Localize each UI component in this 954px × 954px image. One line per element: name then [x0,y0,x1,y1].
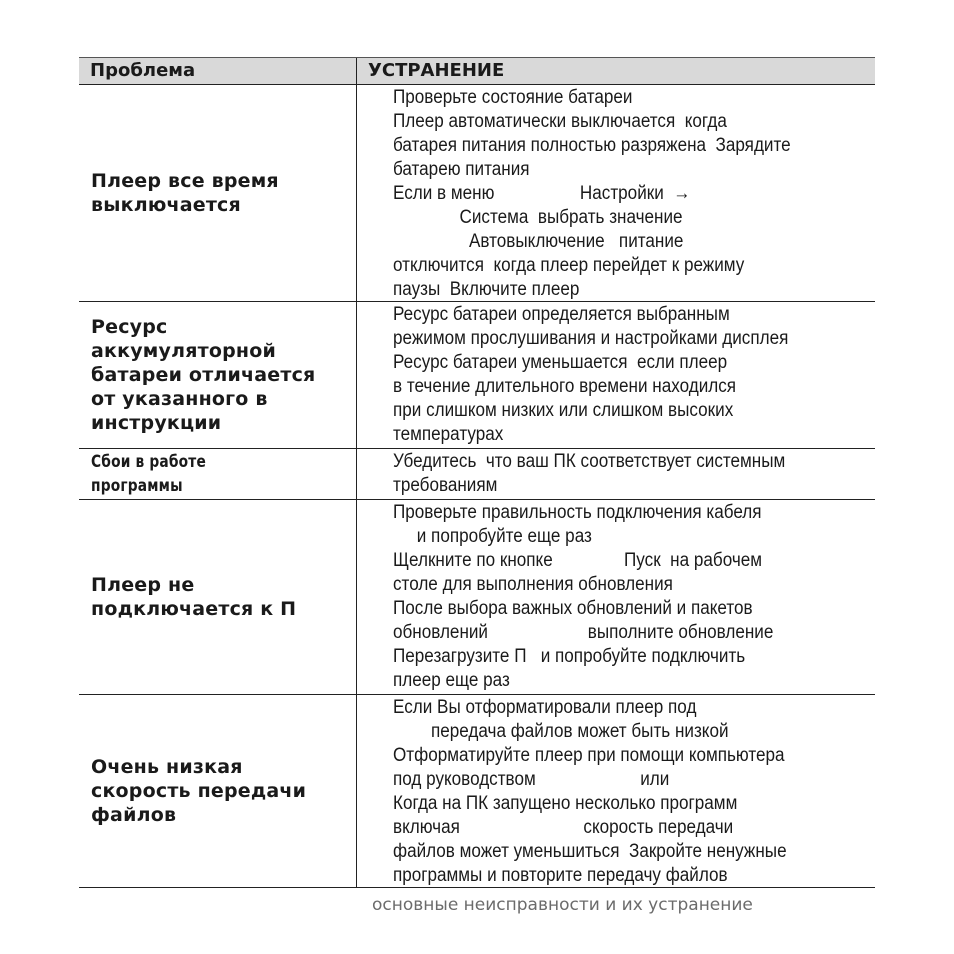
solution-line: в течение длительного времени находился [393,376,737,397]
table-header [79,58,875,85]
problem-text: Плеер не подключается к П [91,574,297,620]
solution-cell [357,695,875,887]
solution-line: Если Вы отформатировали плеер под [393,697,697,718]
table-row [79,500,875,695]
solution-line: Если в меню Настройки → [393,183,691,204]
solution-line: Плеер автоматически выключается когда [393,111,727,132]
solution-line: температурах [393,424,504,445]
solution-line: файлов может уменьшиться Закройте ненужные [393,841,787,862]
solution-line: Убедитесь что ваш ПК соответствует системным [393,451,786,472]
solution-line: Система выбрать значение [393,207,683,228]
solution-line: Проверьте состояние батареи [393,87,633,108]
solution-line: под руководством или [393,769,670,790]
solution-line: плеер еще раз [393,670,510,691]
troubleshooting-table [79,57,875,888]
solution-line: Щелкните по кнопке Пуск на рабочем [393,550,763,571]
solution-line: столе для выполнения обновления [393,574,673,595]
problem-cell [79,302,357,448]
solution-cell [357,500,875,694]
problem-cell [79,85,357,301]
solution-line: батарею питания [393,159,530,180]
problem-cell [79,449,357,499]
page-footer: основные неисправности и их устранение [372,895,753,915]
solution-line: паузы Включите плеер [393,279,580,300]
header-solution: УСТРАНЕНИЕ [368,60,505,81]
problem-text: Очень низкая скорость передачи файлов [91,756,307,826]
solution-line: Ресурс батареи уменьшается если плеер [393,352,728,373]
solution-line: передача файлов может быть низкой [393,721,729,742]
problem-cell [79,500,357,694]
solution-cell [357,302,875,448]
solution-line: Проверьте правильность подключения кабеля [393,502,762,523]
solution-line: Отформатируйте плеер при помощи компьютера [393,745,785,766]
solution-line: включая скорость передачи [393,817,734,838]
solution-cell [357,85,875,301]
table-row [79,85,875,302]
header-problem: Проблема [79,58,357,84]
table-row [79,302,875,449]
solution-line: батарея питания полностью разряжена Зарядите [393,135,791,156]
solution-line: Когда на ПК запущено несколько программ [393,793,738,814]
solution-line: Автовыключение питание [393,231,684,252]
solution-line: программы и повторите передачу файлов [393,865,728,886]
solution-line: режимом прослушивания и настройками дисплея [393,328,789,349]
solution-line: и попробуйте еще раз [393,526,592,547]
problem-text: Сбои в работе программы [91,452,206,496]
solution-line: обновлений выполните обновление [393,622,774,643]
solution-line: Ресурс батареи определяется выбранным [393,304,730,325]
solution-cell [357,449,875,499]
problem-text: Ресурс аккумуляторной батареи отличается от указанного в инструкции [91,316,316,434]
solution-line: требованиям [393,475,498,496]
table-row [79,695,875,888]
solution-line: отключится когда плеер перейдет к режиму [393,255,745,276]
solution-line: при слишком низких или слишком высоких [393,400,734,421]
problem-cell [79,695,357,887]
solution-line: После выбора важных обновлений и пакетов [393,598,753,619]
problem-text: Плеер все время выключается [91,170,279,216]
table-row [79,449,875,500]
solution-line: Перезагрузите П и попробуйте подключить [393,646,746,667]
